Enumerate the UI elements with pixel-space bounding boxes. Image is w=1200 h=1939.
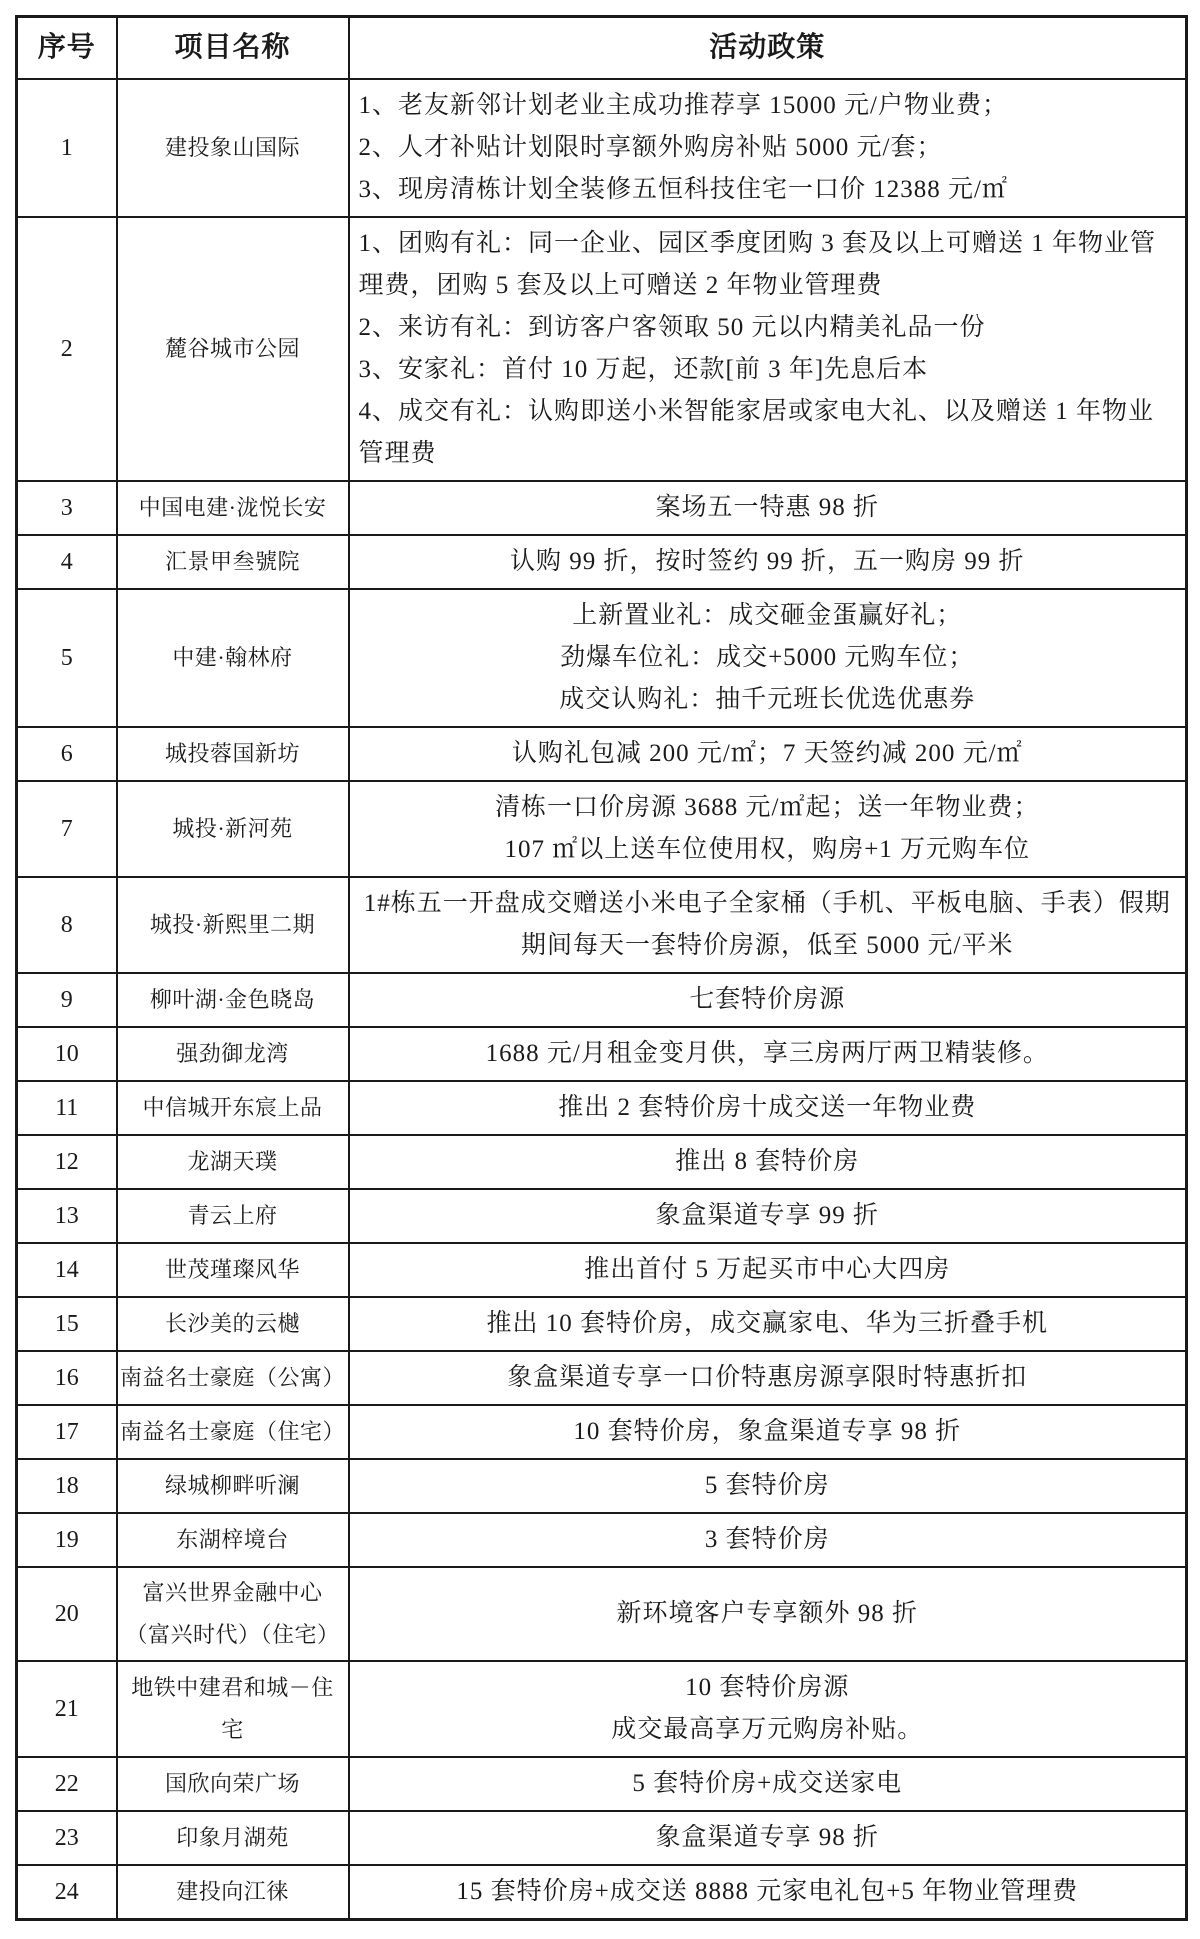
policy-line: 1、团购有礼：同一企业、园区季度团购 3 套及以上可赠送 1 年物业管理费，团购 5 套及以上可赠送 2 年物业管理费 [358,230,1157,299]
project-name [117,1351,349,1405]
project-name-line: 青云上府 [187,1203,278,1228]
table-row [17,535,1187,589]
header-row [17,17,1187,80]
policy-line: 1#栋五一开盘成交赠送小米电子全家桶（手机、平板电脑、手表）假期期间每天一套特价房源，低至 5000 元/平米 [363,890,1171,959]
project-name [117,1243,349,1297]
policy-line: 劲爆车位礼：成交+5000 元购车位； [560,644,975,671]
policy-cell [349,481,1187,535]
table-row [17,1297,1187,1351]
row-number: 2 [17,217,117,481]
policy-line: 认购 99 折，按时签约 99 折，五一购房 99 折 [509,548,1025,575]
row-number: 7 [17,781,117,877]
policy-cell [349,973,1187,1027]
project-name [117,1865,349,1920]
row-number: 8 [17,877,117,973]
project-name [117,877,349,973]
policy-cell [349,1459,1187,1513]
table-row [17,727,1187,781]
project-name-line: 中信城开东宸上品 [142,1095,323,1120]
project-name-line: 中建·翰林府 [172,645,293,670]
project-name [117,1297,349,1351]
table-row [17,973,1187,1027]
row-number: 21 [17,1661,117,1757]
row-number: 12 [17,1135,117,1189]
table-row [17,1661,1187,1757]
row-number: 6 [17,727,117,781]
row-number: 19 [17,1513,117,1567]
policy-line: 象盒渠道专享 98 折 [655,1824,879,1851]
row-number: 23 [17,1811,117,1865]
project-name [117,1189,349,1243]
row-number: 17 [17,1405,117,1459]
row-number: 1 [17,79,117,217]
table-header [17,17,1187,80]
project-name-line: 城投·新熙里二期 [149,912,316,937]
policy-line: 象盒渠道专享一口价特惠房源享限时特惠折扣 [507,1364,1028,1391]
policy-line: 10 套特价房，象盒渠道专享 98 折 [573,1418,962,1445]
policy-line: 七套特价房源 [689,986,846,1013]
table-row [17,1405,1187,1459]
policy-cell [349,1081,1187,1135]
project-name-line: 建投象山国际 [164,135,300,160]
table-row [17,877,1187,973]
policy-cell [349,877,1187,973]
row-number: 10 [17,1027,117,1081]
project-name-line: 东湖梓境台 [176,1527,289,1552]
policy-line: 成交最高享万元购房补贴。 [611,1716,924,1743]
project-name-line: 绿城柳畔听澜 [164,1473,300,1498]
project-name-line: 世茂瑾璨风华 [164,1257,300,1282]
project-name-line: 强劲御龙湾 [176,1041,289,1066]
policy-line: 15 套特价房+成交送 8888 元家电礼包+5 年物业管理费 [456,1878,1079,1905]
policy-line: 象盒渠道专享 99 折 [655,1202,879,1229]
table-row [17,1513,1187,1567]
project-name [117,217,349,481]
header-policy: 活动政策 [349,17,1187,80]
policy-cell [349,781,1187,877]
project-name-line: 城投蓉国新坊 [164,741,300,766]
policy-cell [349,217,1187,481]
policy-cell [349,1513,1187,1567]
table-row [17,1459,1187,1513]
project-name-line: 龙湖天璞 [187,1149,278,1174]
policy-line: 2、人才补贴计划限时享额外购房补贴 5000 元/套； [358,134,943,161]
row-number: 3 [17,481,117,535]
project-name [117,781,349,877]
project-name [117,535,349,589]
table-row [17,1243,1187,1297]
policy-line: 1688 元/月租金变月供，享三房两厅两卫精装修。 [485,1040,1049,1067]
policy-cell [349,535,1187,589]
row-number: 4 [17,535,117,589]
project-name-line: 地铁中建君和城－住 [131,1675,334,1700]
policy-line: 3 套特价房 [704,1526,830,1553]
policy-line: 3、现房清栋计划全装修五恒科技住宅一口价 12388 元/㎡ [358,176,1008,203]
header-project-name: 项目名称 [117,17,349,80]
row-number: 22 [17,1757,117,1811]
policy-line: 上新置业礼：成交砸金蛋赢好礼； [572,602,963,629]
policy-line: 推出首付 5 万起买市中心大四房 [584,1256,951,1283]
table-row [17,1189,1187,1243]
policy-cell [349,79,1187,217]
policy-cell [349,1135,1187,1189]
project-name-line: 柳叶湖·金色晓岛 [149,987,316,1012]
policy-cell [349,1243,1187,1297]
table-row [17,1081,1187,1135]
policy-cell [349,1567,1187,1661]
policy-cell [349,1027,1187,1081]
policy-line: 5 套特价房+成交送家电 [632,1770,903,1797]
project-name-line: 汇景甲叁號院 [164,549,300,574]
table-row [17,1567,1187,1661]
row-number: 16 [17,1351,117,1405]
row-number: 13 [17,1189,117,1243]
policy-line: 107 ㎡以上送车位使用权，购房+1 万元购车位 [504,836,1031,863]
policy-cell [349,1351,1187,1405]
policy-line: 推出 10 套特价房，成交赢家电、华为三折叠手机 [486,1310,1048,1337]
project-name-line: 宅 [221,1717,244,1742]
policy-line: 案场五一特惠 98 折 [655,494,879,521]
row-number: 18 [17,1459,117,1513]
project-name-line: 中国电建·泷悦长安 [138,495,327,520]
policy-cell [349,1865,1187,1920]
row-number: 5 [17,589,117,727]
header-no: 序号 [17,17,117,80]
policy-cell [349,1405,1187,1459]
project-name [117,1513,349,1567]
row-number: 9 [17,973,117,1027]
policy-line: 4、成交有礼：认购即送小米智能家居或家电大礼、以及赠送 1 年物业管理费 [358,398,1155,467]
project-name [117,1811,349,1865]
policy-cell [349,1189,1187,1243]
project-name-line: 长沙美的云樾 [164,1311,300,1336]
project-name [117,481,349,535]
project-name [117,79,349,217]
project-name [117,1027,349,1081]
table-row [17,1811,1187,1865]
project-name-line: 城投·新河苑 [172,816,293,841]
policy-line: 1、老友新邻计划老业主成功推荐享 15000 元/户物业费； [358,92,1008,119]
project-name [117,1757,349,1811]
row-number: 14 [17,1243,117,1297]
project-name-line: 印象月湖苑 [176,1825,289,1850]
policy-cell [349,727,1187,781]
row-number: 15 [17,1297,117,1351]
project-name [117,973,349,1027]
policy-cell [349,1757,1187,1811]
policy-line: 5 套特价房 [704,1472,830,1499]
table-row [17,589,1187,727]
policy-line: 推出 8 套特价房 [675,1148,860,1175]
policy-line: 3、安家礼：首付 10 万起，还款[前 3 年]先息后本 [358,356,929,383]
project-name [117,1405,349,1459]
table-row [17,1135,1187,1189]
project-name-line: （富兴时代）（住宅） [125,1622,340,1647]
policy-cell [349,1297,1187,1351]
project-name [117,1081,349,1135]
table-row [17,1865,1187,1920]
project-name-line: 南益名士豪庭（公寓） [119,1365,345,1390]
project-name [117,727,349,781]
project-name-line: 南益名士豪庭（住宅） [119,1419,345,1444]
table-row [17,217,1187,481]
policy-line: 认购礼包减 200 元/㎡；7 天签约减 200 元/㎡ [511,740,1023,767]
project-name-line: 国欣向荣广场 [164,1771,300,1796]
project-name-line: 建投向江徕 [176,1879,289,1904]
row-number: 11 [17,1081,117,1135]
policy-line: 成交认购礼：抽千元班长优选优惠券 [559,686,976,713]
row-number: 20 [17,1567,117,1661]
project-name [117,589,349,727]
project-name [117,1135,349,1189]
table-row [17,1027,1187,1081]
project-name [117,1661,349,1757]
project-name-line: 麓谷城市公园 [164,336,300,361]
policy-line: 清栋一口价房源 3688 元/㎡起；送一年物业费； [495,794,1040,821]
table-row [17,781,1187,877]
table-row [17,1757,1187,1811]
policy-cell [349,589,1187,727]
policy-line: 10 套特价房源 [685,1674,850,1701]
policy-line: 推出 2 套特价房十成交送一年物业费 [558,1094,977,1121]
project-name [117,1567,349,1661]
row-number: 24 [17,1865,117,1920]
table-row [17,481,1187,535]
table-row [17,1351,1187,1405]
policy-line: 新环境客户专享额外 98 折 [616,1600,918,1627]
policy-cell [349,1811,1187,1865]
project-name [117,1459,349,1513]
policy-cell [349,1661,1187,1757]
table-row [17,79,1187,217]
promotion-policy-table [15,15,1188,1921]
project-name-line: 富兴世界金融中心 [142,1580,323,1605]
policy-line: 2、来访有礼：到访客户客领取 50 元以内精美礼品一份 [358,314,986,341]
table-body [17,79,1187,1920]
